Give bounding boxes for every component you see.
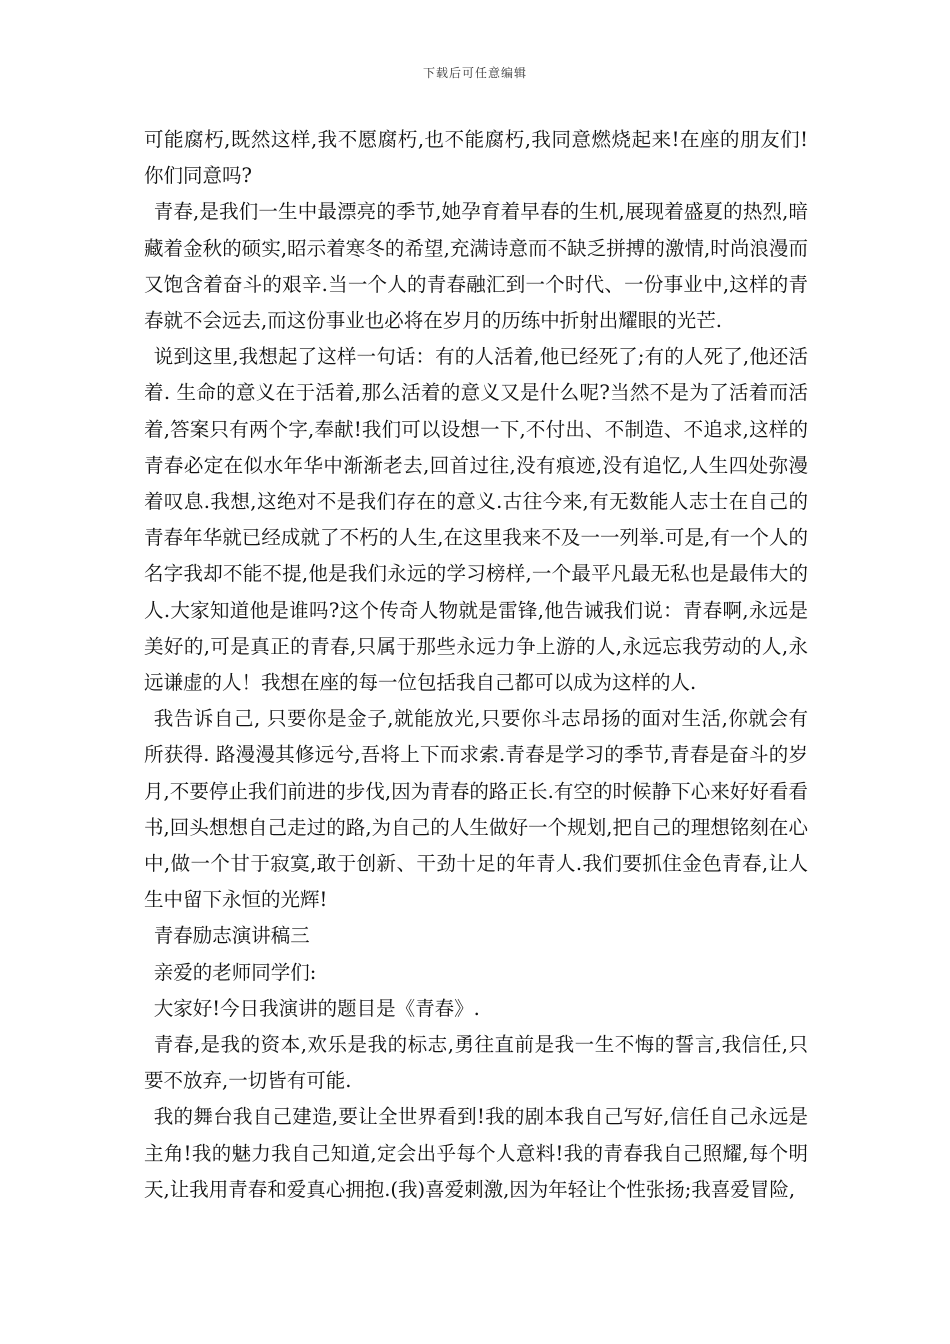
paragraph: 我告诉自己, 只要你是金子,就能放光,只要你斗志昂扬的面对生活,你就会有所获得. 路漫漫其修远兮,吾将上下而求索.青春是学习的季节,青春是奋斗的岁月,不要停止我们前进的步伐,因为青春的路正长.有空的时候静下心来好好看看书,回头想想自己走过的路,为自己的人生做好一个规划,把自己的理想铭刻在心中,做一个甘于寂寞,敢于创新、干劲十足的年青人.我们要抓住金色青春,让人生中留下永恒的光辉! [144, 707, 808, 912]
paragraph: 可能腐朽,既然这样,我不愿腐朽,也不能腐朽,我同意燃烧起来!在座的朋友们!你们同意吗? [144, 128, 808, 188]
page-header: 下载后可任意编辑 [422, 66, 527, 80]
paragraph: 说到这里,我想起了这样一句话：有的人活着,他已经死了;有的人死了,他还活着. 生命的意义在于活着,那么活着的意义又是什么呢?当然不是为了活着而活着,答案只有两个字,奉献!我们可以设想一下,不付出、不制造、不追求,这样的青春必定在似水年华中渐渐老去,回首过往,没有痕迹,没有追忆,人生四处弥漫着叹息.我想,这绝对不是我们存在的意义.古往今来,有无数能人志士在自己的青春年华就已经成就了不朽的人生,在这里我来不及一一列举.可是,有一个人的名字我却不能不提,他是我们永远的学习榜样,一个最平凡最无私也是最伟大的人.大家知道他是谁吗?这个传奇人物就是雷锋,他告诫我们说：青春啊,永远是美好的,可是真正的青春,只属于那些永远力争上游的人,永远忘我劳动的人,永远谦虚的人！我想在座的每一位包括我自己都可以成为这样的人. [144, 345, 808, 695]
paragraph: 青春,是我的资本,欢乐是我的标志,勇往直前是我一生不悔的誓言,我信任,只要不放弃,一切皆有可能. [144, 1033, 808, 1093]
paragraph: 我的舞台我自己建造,要让全世界看到!我的剧本我自己写好,信任自己永远是主角!我的魅力我自己知道,定会出乎每个人意料!我的青春我自己照耀,每个明天,让我用青春和爱真心拥抱.(我)喜爱刺激,因为年轻让个性张扬;我喜爱冒险, [144, 1105, 808, 1201]
document-body [144, 122, 808, 1208]
paragraph: 青春,是我们一生中最漂亮的季节,她孕育着早春的生机,展现着盛夏的热烈,暗藏着金秋的硕实,昭示着寒冬的希望,充满诗意而不缺乏拼搏的激情,时尚浪漫而又饱含着奋斗的艰辛.当一个人的青春融汇到一个时代、一份事业中,这样的青春就不会远去,而这份事业也必将在岁月的历练中折射出耀眼的光芒. [144, 200, 808, 333]
salutation: 亲爱的老师同学们: [153, 960, 317, 984]
section-title: 青春励志演讲稿三 [153, 924, 310, 948]
paragraph: 大家好!今日我演讲的题目是《青春》. [153, 996, 480, 1020]
